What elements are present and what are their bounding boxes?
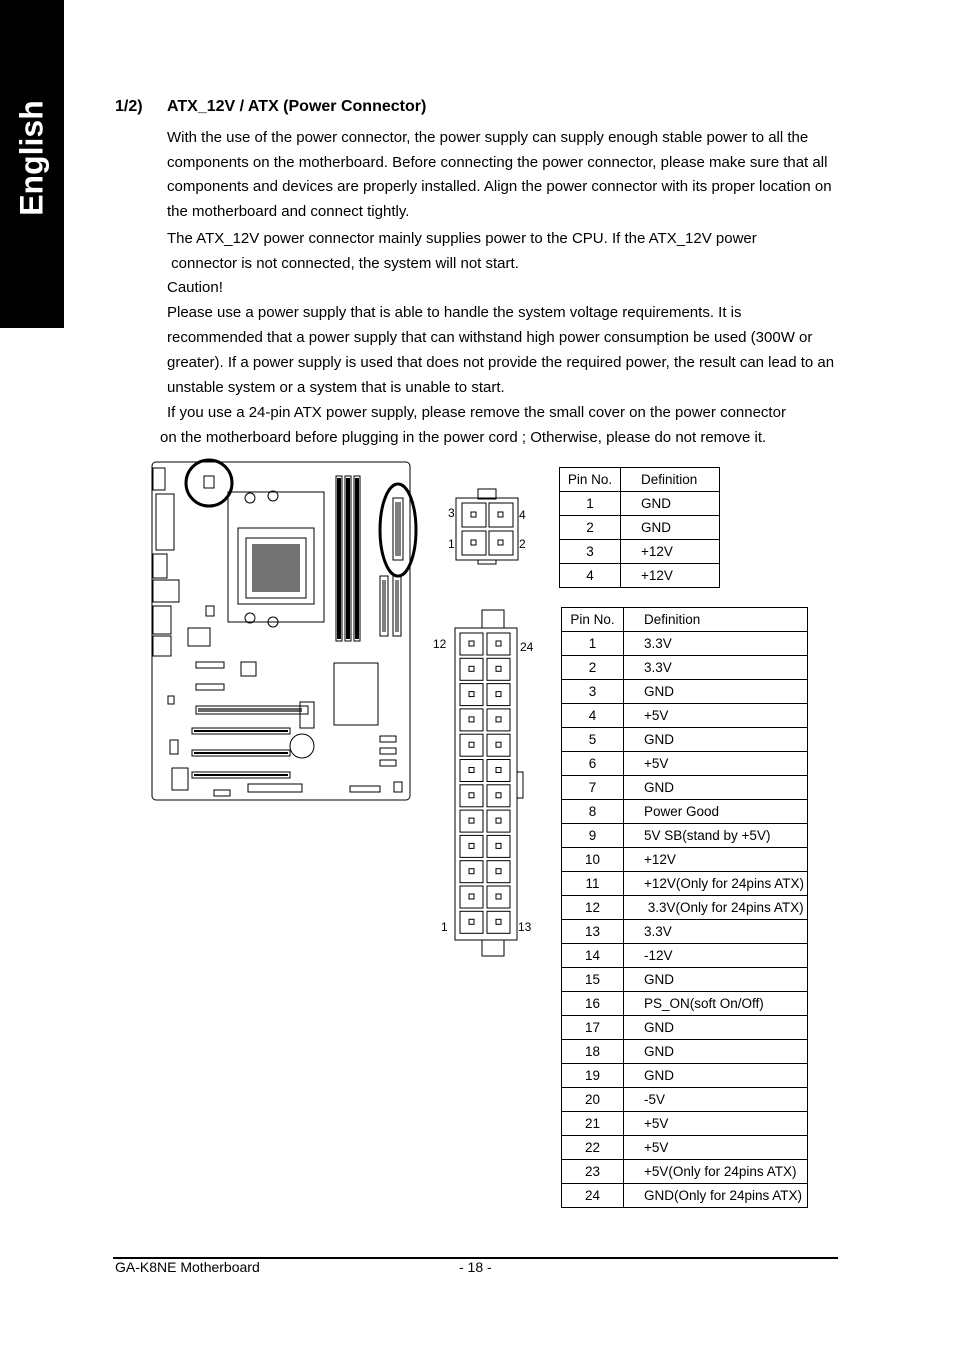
column-header: Definition	[624, 608, 808, 632]
connector-pin-hole	[469, 793, 474, 798]
pin-number-cell: 21	[562, 1112, 624, 1136]
connector-pin-hole	[469, 818, 474, 823]
pin-definition-cell: PS_ON(soft On/Off)	[624, 992, 808, 1016]
connector-pin	[487, 886, 510, 908]
pin-number-cell: 7	[562, 776, 624, 800]
paragraph-line: the motherboard and connect tightly.	[167, 203, 410, 220]
table-row	[560, 492, 720, 516]
pin-definition-cell: +12V	[624, 848, 808, 872]
table-row	[562, 824, 808, 848]
pin-number-cell: 5	[562, 728, 624, 752]
pin-number-cell: 6	[562, 752, 624, 776]
connector-pin-hole	[496, 793, 501, 798]
pin-number-cell: 12	[562, 896, 624, 920]
connector-pin	[460, 633, 483, 655]
column-header: Definition	[621, 468, 720, 492]
pin-number-cell: 9	[562, 824, 624, 848]
connector-pin-hole	[496, 717, 501, 722]
pin-label: 1	[448, 537, 455, 551]
pin-label: 24	[520, 640, 534, 654]
table-row	[562, 1016, 808, 1040]
pin-label: 2	[519, 537, 526, 551]
pin-number-cell: 2	[562, 656, 624, 680]
pin-number-cell: 22	[562, 1136, 624, 1160]
table-row	[562, 728, 808, 752]
connector-pin-hole	[496, 666, 501, 671]
connector-pin-hole	[469, 768, 474, 773]
table-row	[562, 1040, 808, 1064]
pin-number-cell: 14	[562, 944, 624, 968]
connector-pin-hole	[469, 869, 474, 874]
pin-number-cell: 20	[562, 1088, 624, 1112]
column-header: Pin No.	[562, 608, 624, 632]
connector-pin-hole	[469, 742, 474, 747]
pin-number-cell: 23	[562, 1160, 624, 1184]
pin-definition-cell: GND(Only for 24pins ATX)	[624, 1184, 808, 1208]
pin-definition-cell: GND	[624, 968, 808, 992]
table-row	[562, 872, 808, 896]
pin-definition-cell: GND	[621, 516, 720, 540]
atx12v-connector-diagram	[440, 485, 530, 567]
pin-definition-cell: +5V(Only for 24pins ATX)	[624, 1160, 808, 1184]
pin-definition-cell: 3.3V	[624, 656, 808, 680]
pin-number-cell: 1	[560, 492, 621, 516]
pin-number-cell: 24	[562, 1184, 624, 1208]
pin-number-cell: 17	[562, 1016, 624, 1040]
paragraph-line: With the use of the power connector, the power supply can supply enough stable power to all the	[167, 129, 809, 146]
section-number: 1/2)	[115, 98, 143, 115]
connector-pin-hole	[496, 818, 501, 823]
atx24-connector-diagram	[450, 606, 530, 962]
pin-definition-cell: GND	[624, 728, 808, 752]
pin-definition-cell: +5V	[624, 704, 808, 728]
connector-pin	[487, 911, 510, 933]
connector-pin	[460, 684, 483, 706]
paragraph-line: components on the motherboard. Before connecting the power connector, please make sure that all	[167, 154, 828, 171]
table-row	[562, 1064, 808, 1088]
pin-definition-cell: +5V	[624, 1136, 808, 1160]
connector-pin-hole	[496, 843, 501, 848]
connector-pin-hole	[469, 717, 474, 722]
connector-pin	[460, 810, 483, 832]
pin-number-cell: 2	[560, 516, 621, 540]
table-row	[562, 1160, 808, 1184]
pin-definition-cell: -5V	[624, 1088, 808, 1112]
page-number: - 18 -	[459, 1259, 492, 1275]
table-row	[562, 632, 808, 656]
pin-definition-cell: +5V	[624, 752, 808, 776]
connector-pin	[487, 861, 510, 883]
connector-pin	[487, 835, 510, 857]
connector-pin	[460, 835, 483, 857]
pin-definition-cell: 3.3V	[624, 632, 808, 656]
pin-number-cell: 10	[562, 848, 624, 872]
pin-label: 1	[441, 920, 448, 934]
table-header-row	[560, 468, 720, 492]
connector-pin	[460, 886, 483, 908]
pin-label: 13	[518, 920, 532, 934]
paragraph-line: unstable system or a system that is unable to start.	[167, 379, 505, 396]
connector-pin-hole	[496, 742, 501, 747]
paragraph-line: on the motherboard before plugging in the power cord ; Otherwise, please do not remove it.	[160, 429, 767, 446]
pin-definition-cell: +5V	[624, 1112, 808, 1136]
pin-definition-cell: +12V	[621, 564, 720, 588]
pin-number-cell: 13	[562, 920, 624, 944]
table-row	[562, 656, 808, 680]
pin-number-cell: 11	[562, 872, 624, 896]
connector-pin	[460, 709, 483, 731]
table-row	[562, 1112, 808, 1136]
pin-definition-cell: GND	[621, 492, 720, 516]
connector-pin	[487, 684, 510, 706]
pin-number-cell: 8	[562, 800, 624, 824]
pin-label: 12	[433, 637, 447, 651]
connector-pin-hole	[469, 894, 474, 899]
connector-pin	[460, 734, 483, 756]
table-row	[562, 1088, 808, 1112]
pin-definition-cell: GND	[624, 776, 808, 800]
pin-number-cell: 18	[562, 1040, 624, 1064]
paragraph-line: greater). If a power supply is used that does not provide the required power, the result can lead to an	[167, 354, 835, 371]
table-row	[562, 992, 808, 1016]
connector-pin-hole	[469, 843, 474, 848]
pin-definition-cell: +12V(Only for 24pins ATX)	[624, 872, 808, 896]
table-row	[560, 564, 720, 588]
pin-number-cell: 15	[562, 968, 624, 992]
table-row	[562, 752, 808, 776]
pin-definition-cell: 3.3V(Only for 24pins ATX)	[624, 896, 808, 920]
pin-number-cell: 4	[562, 704, 624, 728]
connector-pin-hole	[496, 919, 501, 924]
table-row	[562, 776, 808, 800]
pin-definition-cell: -12V	[624, 944, 808, 968]
connector-pin-hole	[496, 768, 501, 773]
connector-pin	[460, 861, 483, 883]
paragraph-line: connector is not connected, the system will not start.	[167, 255, 519, 272]
connector-pin	[487, 633, 510, 655]
section-title: ATX_12V / ATX (Power Connector)	[167, 98, 427, 115]
connector-pin-hole	[469, 666, 474, 671]
paragraph-line: Please use a power supply that is able to handle the system voltage requirements. It is	[167, 304, 742, 321]
connector-pin-hole	[469, 692, 474, 697]
table-row	[562, 680, 808, 704]
table-row	[562, 920, 808, 944]
connector-pin	[487, 734, 510, 756]
table-row	[562, 1136, 808, 1160]
connector-pin-hole	[469, 641, 474, 646]
language-tab-label: English	[13, 100, 50, 216]
pin-label: 4	[519, 508, 526, 522]
table-row	[562, 1184, 808, 1208]
paragraph-line: components and devices are properly installed. Align the power connector with its proper location on	[167, 178, 832, 195]
connector-pin	[460, 911, 483, 933]
connector-pin	[487, 709, 510, 731]
pin-definition-cell: +12V	[621, 540, 720, 564]
table-row	[562, 848, 808, 872]
pin-number-cell: 1	[562, 632, 624, 656]
connector-pin-hole	[496, 869, 501, 874]
pin-definition-cell: 3.3V	[624, 920, 808, 944]
paragraph-line: recommended that a power supply that can withstand high power consumption be used (300W or	[167, 329, 813, 346]
connector-pin-hole	[496, 641, 501, 646]
pin-definition-cell: GND	[624, 1064, 808, 1088]
pin-number-cell: 3	[562, 680, 624, 704]
table-row	[562, 896, 808, 920]
pin-definition-cell: GND	[624, 1016, 808, 1040]
table-row	[560, 540, 720, 564]
connector-pin	[487, 760, 510, 782]
pin-number-cell: 19	[562, 1064, 624, 1088]
pin-label: 3	[448, 506, 455, 520]
atx-pin-table	[561, 607, 808, 1208]
language-tab	[0, 0, 64, 328]
column-header: Pin No.	[560, 468, 621, 492]
caution-label: Caution!	[167, 279, 223, 296]
table-header-row	[562, 608, 808, 632]
connector-pin	[460, 760, 483, 782]
footer-model: GA-K8NE Motherboard	[115, 1259, 260, 1275]
pin-number-cell: 4	[560, 564, 621, 588]
atx12v-pin-table	[559, 467, 720, 588]
pin-definition-cell: Power Good	[624, 800, 808, 824]
connector-pin-hole	[469, 919, 474, 924]
connector-pin	[487, 810, 510, 832]
table-row	[560, 516, 720, 540]
pin-definition-cell: 5V SB(stand by +5V)	[624, 824, 808, 848]
pin-number-cell: 3	[560, 540, 621, 564]
connector-pin-hole	[496, 692, 501, 697]
connector-pin-hole	[496, 894, 501, 899]
table-row	[562, 800, 808, 824]
table-row	[562, 704, 808, 728]
table-row	[562, 968, 808, 992]
connector-pin	[487, 658, 510, 680]
table-row	[562, 944, 808, 968]
pin-number-cell: 16	[562, 992, 624, 1016]
paragraph-line: If you use a 24-pin ATX power supply, please remove the small cover on the power connector	[167, 404, 786, 421]
connector-pin	[460, 658, 483, 680]
connector-pin	[460, 785, 483, 807]
pin-definition-cell: GND	[624, 1040, 808, 1064]
connector-pin	[487, 785, 510, 807]
paragraph-line: The ATX_12V power connector mainly supplies power to the CPU. If the ATX_12V power	[167, 230, 757, 247]
pin-definition-cell: GND	[624, 680, 808, 704]
